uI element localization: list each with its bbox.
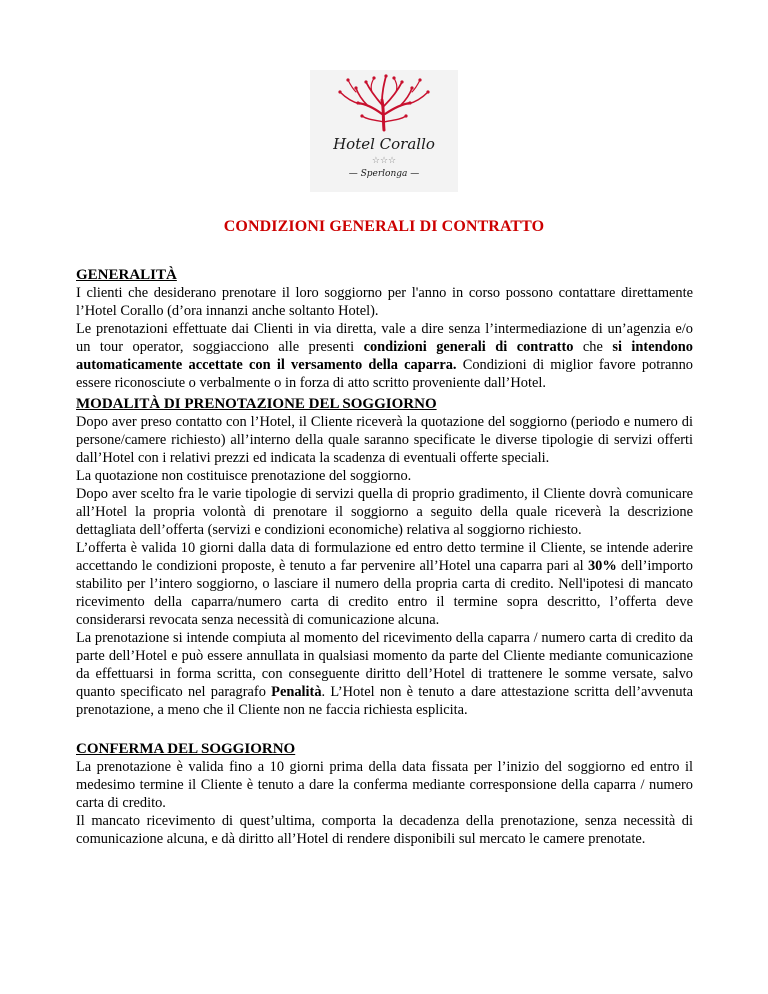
coral-branch	[384, 116, 406, 122]
paragraph-text: . L’Hotel non è tenuto a dare attestazione scritta dell’avvenuta prenotazione, a meno che il Cliente non ne faccia richiesta esplicita.	[76, 684, 693, 718]
paragraph	[76, 539, 693, 629]
paragraph	[76, 629, 693, 719]
coral-branch	[382, 76, 386, 102]
paragraph-bold: Penalità	[271, 684, 322, 700]
document-title: CONDIZIONI GENERALI DI CONTRATTO	[223, 218, 545, 235]
coral-tip	[410, 86, 413, 89]
paragraph-text: Dopo aver preso contatto con l’Hotel, il Cliente riceverà la quotazione del soggiorno (periodo e numero di persone/camere richiesto) all’interno della quale saranno specificate le diverse tipologie di servizi offerti dall’Hotel con i relativi prezzi ed indicata la scadenza di eventuali offerte speciali.	[76, 414, 693, 466]
section-heading: MODALITÀ DI PRENOTAZIONE DEL SOGGIORNO	[76, 396, 437, 412]
paragraph-text: Condizioni di miglior favore potranno essere riconosciute o verbalmente o in forza di atto scritto proveniente dall’Hotel.	[76, 357, 693, 391]
paragraph	[76, 485, 693, 539]
paragraph-text: La prenotazione è valida fino a 10 giorni prima della data fissata per l’inizio del soggiorno ed entro il medesimo termine il Cliente è tenuto a dare la conferma mediante corresponsione della caparra / numero carta di credito.	[76, 759, 693, 811]
coral-branch	[394, 78, 397, 92]
paragraph-bold: 30%	[587, 558, 617, 574]
coral-branch	[362, 116, 384, 122]
section-heading: GENERALITÀ	[76, 267, 177, 283]
coral-tip	[346, 78, 349, 81]
logo-stars: ☆☆☆	[371, 156, 397, 166]
paragraph-text: Il mancato ricevimento di quest’ultima, comporta la decadenza della prenotazione, senza necessità di comunicazione alcuna, e dà diritto all’Hotel di rendere disponibili sul mercato le camere prenotate.	[76, 813, 693, 847]
paragraph-text: I clienti che desiderano prenotare il loro soggiorno per l'anno in corso possono contattare direttamente l’Hotel Corallo (d’ora innanzi anche soltanto Hotel).	[76, 285, 693, 319]
paragraph	[76, 812, 693, 848]
coral-tip	[418, 78, 421, 81]
coral-logo-icon	[310, 70, 458, 192]
section-heading: CONFERMA DEL SOGGIORNO	[76, 741, 296, 757]
coral-tip	[384, 74, 387, 77]
paragraph	[76, 320, 693, 392]
paragraph-text: dell’importo stabilito per l’intero soggiorno, o lasciare il numero della propria carta di credito. Nell'ipotesi di mancato ricevimento della caparra/numero carta di credito entro il termine sopra descritto, l’offerta deve considerarsi revocata senza necessità di comunicazione alcuna.	[76, 558, 693, 628]
section-modalita-prenotazione	[76, 395, 693, 719]
logo-name: Hotel Corallo	[333, 135, 435, 153]
coral-branch	[384, 82, 402, 106]
logo-location: — Sperlonga —	[348, 169, 420, 179]
section-generalita	[76, 266, 693, 392]
coral-branch	[412, 80, 420, 92]
paragraph	[76, 284, 693, 320]
paragraph-bold: condizioni generali di contratto	[363, 339, 574, 355]
coral-branch	[358, 103, 382, 114]
paragraph-text: La prenotazione si intende compiuta al momento del ricevimento della caparra / numero carta di credito da parte dell’Hotel e può essere annullata in qualsiasi momento da parte del Cliente mediante comunicazione da effettuarsi in forma scritta, con conseguente diritto dell’Hotel di trattenere le somme versate, salvo quanto specificato nel paragrafo	[76, 630, 693, 700]
coral-branch	[371, 78, 374, 92]
paragraph	[76, 413, 693, 467]
paragraph-text: La quotazione non costituisce prenotazione del soggiorno.	[76, 468, 412, 484]
coral-tip	[404, 114, 407, 117]
coral-tip	[426, 90, 429, 93]
hotel-corallo-logo	[310, 70, 458, 192]
paragraph-text: che	[573, 339, 613, 355]
coral-branch	[366, 82, 383, 106]
coral-tip	[356, 101, 359, 104]
paragraph-bold: si intendono automaticamente accettate con il versamento della caparra.	[76, 339, 693, 373]
coral-tip	[408, 101, 411, 104]
coral-tip	[364, 80, 367, 83]
coral-branch	[385, 103, 410, 114]
coral-tip	[372, 76, 375, 79]
coral-tip	[392, 76, 395, 79]
section-conferma-soggiorno	[76, 740, 693, 848]
paragraph-text: Le prenotazioni effettuate dai Clienti in via diretta, vale a dire senza l’intermediazione di un’agenzia e/o un tour operator, soggiacciono alle presenti	[76, 321, 693, 355]
paragraph-text: Dopo aver scelto fra le varie tipologie di servizi quella di proprio gradimento, il Cliente dovrà comunicare all’Hotel la propria volontà di prenotare il soggiorno a seguito della quale riceverà la descrizione dettagliata dell’offerta (servizi e condizioni economiche) relativa al soggiorno richiesto.	[76, 486, 693, 538]
paragraph	[76, 758, 693, 812]
coral-tip	[338, 90, 341, 93]
paragraph	[76, 467, 693, 485]
paragraph-text: L’offerta è valida 10 giorni dalla data di formulazione ed entro detto termine il Cliente, se intende aderire accettando le condizioni proposte, è tenuto a far pervenire all’Hotel una caparra pari al	[76, 540, 693, 574]
coral-tip	[400, 80, 403, 83]
coral-tip	[354, 86, 357, 89]
coral-tip	[360, 114, 363, 117]
coral-branch	[348, 80, 356, 92]
